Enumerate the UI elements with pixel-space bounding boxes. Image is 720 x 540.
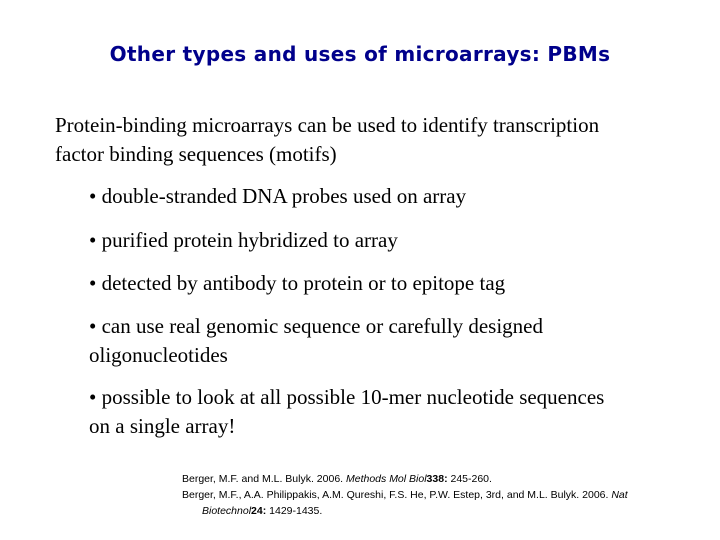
ref-volume: 24: bbox=[251, 505, 267, 517]
bullet-text: • detected by antibody to protein or to epitope tag bbox=[89, 271, 506, 295]
references bbox=[182, 471, 717, 519]
bullet-text: • can use real genomic sequence or carefully designed bbox=[89, 314, 543, 338]
reference-2 bbox=[182, 487, 717, 503]
bullet-item bbox=[89, 226, 699, 255]
reference-1 bbox=[182, 471, 717, 487]
ref-journal: Nat bbox=[611, 489, 628, 501]
bullet-item bbox=[89, 269, 699, 298]
bullet-text: on a single array! bbox=[89, 414, 236, 438]
bullet-text: • double-stranded DNA probes used on array bbox=[89, 184, 467, 208]
intro-line: Protein-binding microarrays can be used to identify transcription bbox=[55, 113, 600, 137]
bullet-text: • purified protein hybridized to array bbox=[89, 228, 398, 252]
ref-pages: 245-260. bbox=[447, 473, 492, 485]
ref-authors: Berger, M.F. and M.L. Bulyk. 2006. bbox=[182, 473, 346, 485]
ref-volume: 338: bbox=[426, 473, 448, 485]
bullet-item bbox=[89, 383, 699, 441]
intro-paragraph bbox=[55, 111, 695, 169]
bullet-item bbox=[89, 182, 699, 211]
reference-2-continued bbox=[182, 503, 717, 519]
ref-authors: Berger, M.F., A.A. Philippakis, A.M. Qureshi, F.S. He, P.W. Estep, 3rd, and M.L. Bulyk. 2006. bbox=[182, 489, 612, 501]
ref-journal: Methods Mol Biol bbox=[346, 473, 427, 485]
slide-title: Other types and uses of microarrays: PBMs bbox=[109, 42, 611, 66]
bullet-item bbox=[89, 312, 699, 370]
ref-journal: Biotechnol bbox=[202, 505, 252, 517]
bullet-text: • possible to look at all possible 10-mer nucleotide sequences bbox=[89, 385, 605, 409]
intro-line: factor binding sequences (motifs) bbox=[55, 142, 337, 166]
ref-pages: 1429-1435. bbox=[266, 505, 323, 517]
bullet-text: oligonucleotides bbox=[89, 343, 228, 367]
